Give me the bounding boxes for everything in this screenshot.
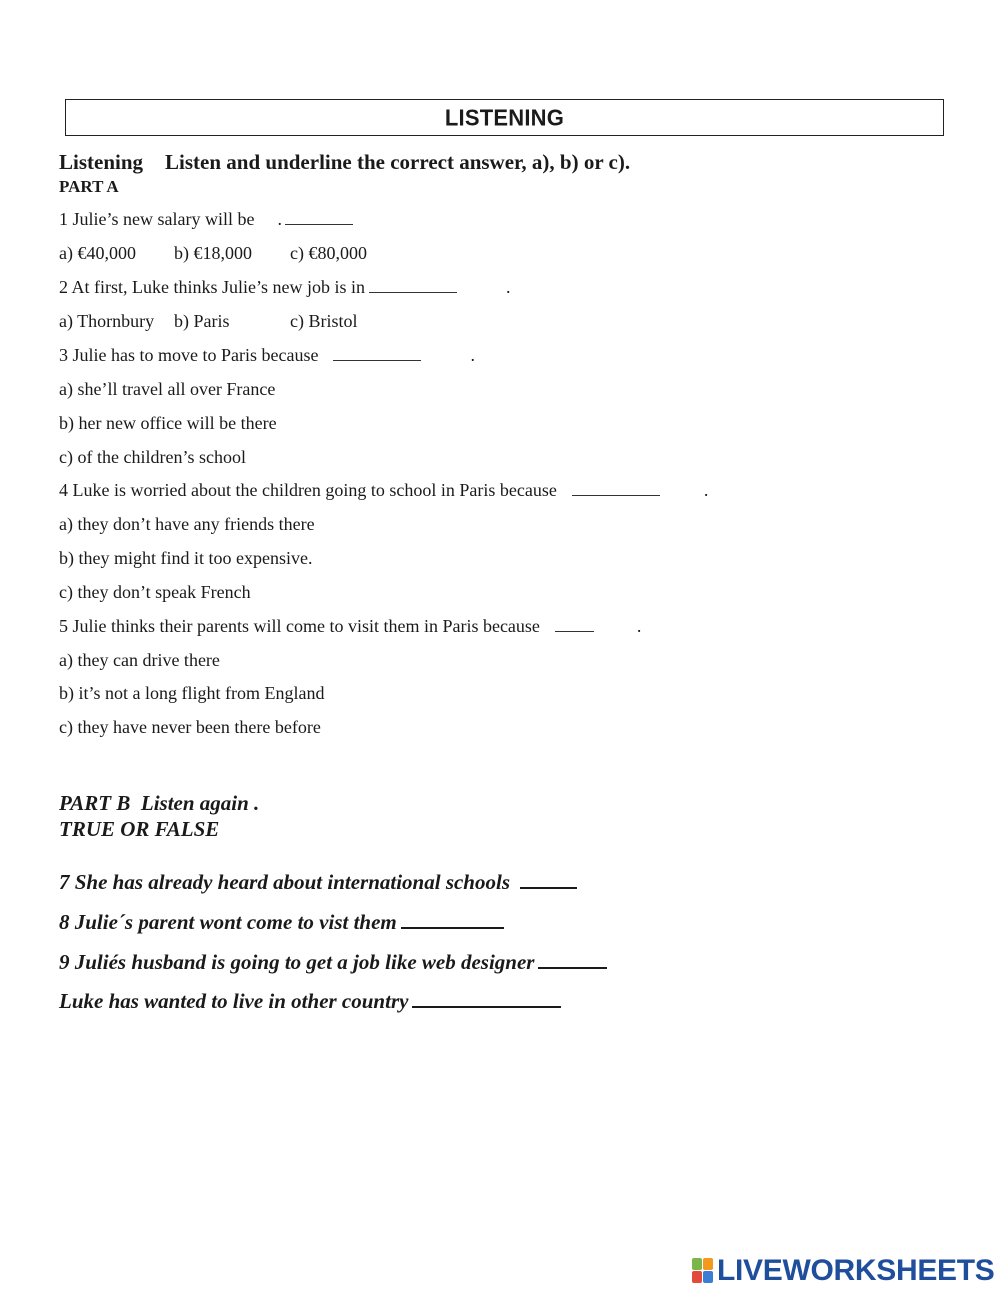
option-3b[interactable]: b) her new office will be there: [59, 413, 277, 433]
tf-statement-9-text: 9 Juliés husband is going to get a job like web designer: [59, 950, 535, 974]
option-2c[interactable]: c) Bristol: [290, 311, 358, 331]
question-3-stem: 3 Julie has to move to Paris because: [59, 345, 319, 365]
liveworksheets-logo-text: LIVEWORKSHEETS: [717, 1254, 995, 1287]
option-4b[interactable]: b) they might find it too expensive.: [59, 548, 313, 568]
liveworksheets-logo: [692, 1254, 995, 1288]
title-box: [65, 99, 944, 136]
option-3a[interactable]: a) she’ll travel all over France: [59, 379, 276, 399]
option-1b[interactable]: b) €18,000: [174, 243, 252, 263]
tf-statement-9: [59, 950, 607, 975]
answer-blank-5[interactable]: [555, 617, 594, 632]
question-2: [59, 277, 511, 298]
answer-blank-4[interactable]: [572, 481, 660, 496]
answer-blank-2[interactable]: [369, 278, 457, 293]
question-1-options: [59, 243, 367, 264]
instructions-label: Listening: [59, 150, 144, 174]
tf-statement-10: [59, 989, 561, 1014]
question-3: [59, 345, 475, 366]
question-1-stem: 1 Julie’s new salary will be: [59, 209, 255, 229]
question-4-stem: 4 Luke is worried about the children going to school in Paris because: [59, 480, 557, 500]
part-b-subheading: TRUE OR FALSE: [59, 817, 220, 841]
question-1: [59, 209, 353, 230]
question-2-stem: 2 At first, Luke thinks Julie’s new job is in: [59, 277, 365, 297]
question-4-tail: .: [703, 480, 709, 500]
tf-blank-9[interactable]: [538, 951, 607, 969]
option-2a[interactable]: a) Thornbury: [59, 311, 155, 331]
tf-statement-8-text: 8 Julie´s parent wont come to vist them: [59, 910, 397, 934]
question-2-options: [59, 311, 358, 332]
tf-blank-8[interactable]: [401, 911, 504, 929]
tf-blank-7[interactable]: [520, 871, 577, 889]
answer-blank-1[interactable]: [285, 210, 353, 225]
tf-statement-7: [59, 870, 577, 895]
option-2b[interactable]: b) Paris: [174, 311, 230, 331]
question-4: [59, 480, 708, 501]
option-1c[interactable]: c) €80,000: [290, 243, 367, 263]
tf-blank-10[interactable]: [412, 990, 561, 1008]
tf-statement-8: [59, 910, 504, 935]
tf-statement-10-text: Luke has wanted to live in other country: [59, 989, 409, 1013]
option-5a[interactable]: a) they can drive there: [59, 650, 220, 670]
question-5-stem: 5 Julie thinks their parents will come to visit them in Paris because: [59, 616, 540, 636]
liveworksheets-logo-icon: [692, 1258, 714, 1284]
question-2-tail: .: [506, 277, 511, 297]
tf-statement-7-text: 7 She has already heard about international schools: [59, 870, 510, 894]
question-5-tail: .: [636, 616, 642, 636]
instructions: [59, 150, 630, 175]
part-a-heading: PART A: [59, 177, 119, 196]
option-5b[interactable]: b) it’s not a long flight from England: [59, 683, 325, 703]
question-5: [59, 616, 641, 637]
question-1-tail: .: [277, 209, 282, 229]
question-3-tail: .: [470, 345, 475, 365]
page-title: LISTENING: [444, 103, 565, 131]
instructions-text: Listen and underline the correct answer, a), b) or c).: [165, 150, 631, 174]
option-4c[interactable]: c) they don’t speak French: [59, 582, 251, 602]
option-3c[interactable]: c) of the children’s school: [59, 447, 246, 467]
option-5c[interactable]: c) they have never been there before: [59, 717, 321, 737]
part-b-heading: PART B Listen again .: [59, 791, 260, 815]
option-4a[interactable]: a) they don’t have any friends there: [59, 514, 315, 534]
option-1a[interactable]: a) €40,000: [59, 243, 136, 263]
answer-blank-3[interactable]: [333, 346, 421, 361]
